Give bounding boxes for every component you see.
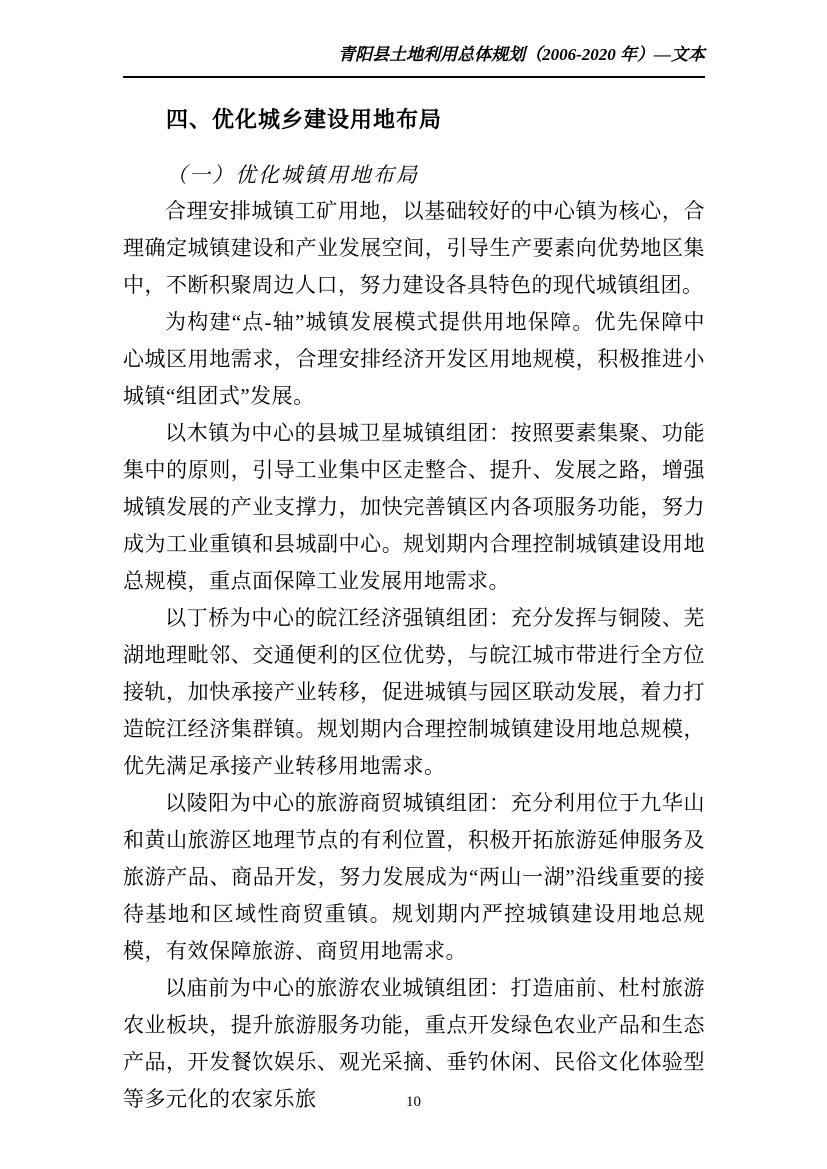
page-content: [123, 78, 705, 1118]
body-paragraph: 合理安排城镇工矿用地，以基础较好的中心镇为核心，合理确定城镇建设和产业发展空间，引导生产要素向优势地区集中，不断积聚周边人口，努力建设各具特色的现代城镇组团。: [123, 199, 705, 297]
body-paragraph: 以陵阳为中心的旅游商贸城镇组团：充分利用位于九华山和黄山旅游区地理节点的有利位置，积极开拓旅游延伸服务及旅游产品、商品开发，努力发展成为“两山一湖”沿线重要的接待基地和区域性商贸重镇。规划期内严控城镇建设用地总规模，有效保障旅游、商贸用地需求。: [123, 791, 705, 963]
running-header-title: 青阳县土地利用总体规划（2006-2020 年）—文本: [338, 45, 705, 64]
body-paragraphs: [123, 193, 705, 1118]
page-number: 10: [406, 1094, 421, 1110]
subsection-heading: （一）优化城镇用地布局: [166, 163, 419, 187]
body-paragraph: 以木镇为中心的县城卫星城镇组团：按照要素集聚、功能集中的原则，引导工业集中区走整合、提升、发展之路，增强城镇发展的产业支撑力，加快完善镇区内各项服务功能，努力成为工业重镇和县城副中心。规划期内合理控制城镇建设用地总规模，重点面保障工业发展用地需求。: [123, 421, 705, 593]
body-paragraph: 为构建“点-轴”城镇发展模式提供用地保障。优先保障中心城区用地需求，合理安排经济开发区用地规模，积极推进小城镇“组团式”发展。: [123, 310, 705, 408]
body-paragraph: 以庙前为中心的旅游农业城镇组团：打造庙前、杜村旅游农业板块，提升旅游服务功能，重点开发绿色农业产品和生态产品，开发餐饮娱乐、观光采摘、垂钓休闲、民俗文化体验型等多元化的农家乐旅: [123, 976, 705, 1111]
body-paragraph: 以丁桥为中心的皖江经济强镇组团：充分发挥与铜陵、芜湖地理毗邻、交通便利的区位优势，与皖江城市带进行全方位接轨，加快承接产业转移，促进城镇与园区联动发展，着力打造皖江经济集群镇。规划期内合理控制城镇建设用地总规模，优先满足承接产业转移用地需求。: [123, 606, 705, 778]
section-heading: 四、优化城乡建设用地布局: [166, 107, 443, 132]
